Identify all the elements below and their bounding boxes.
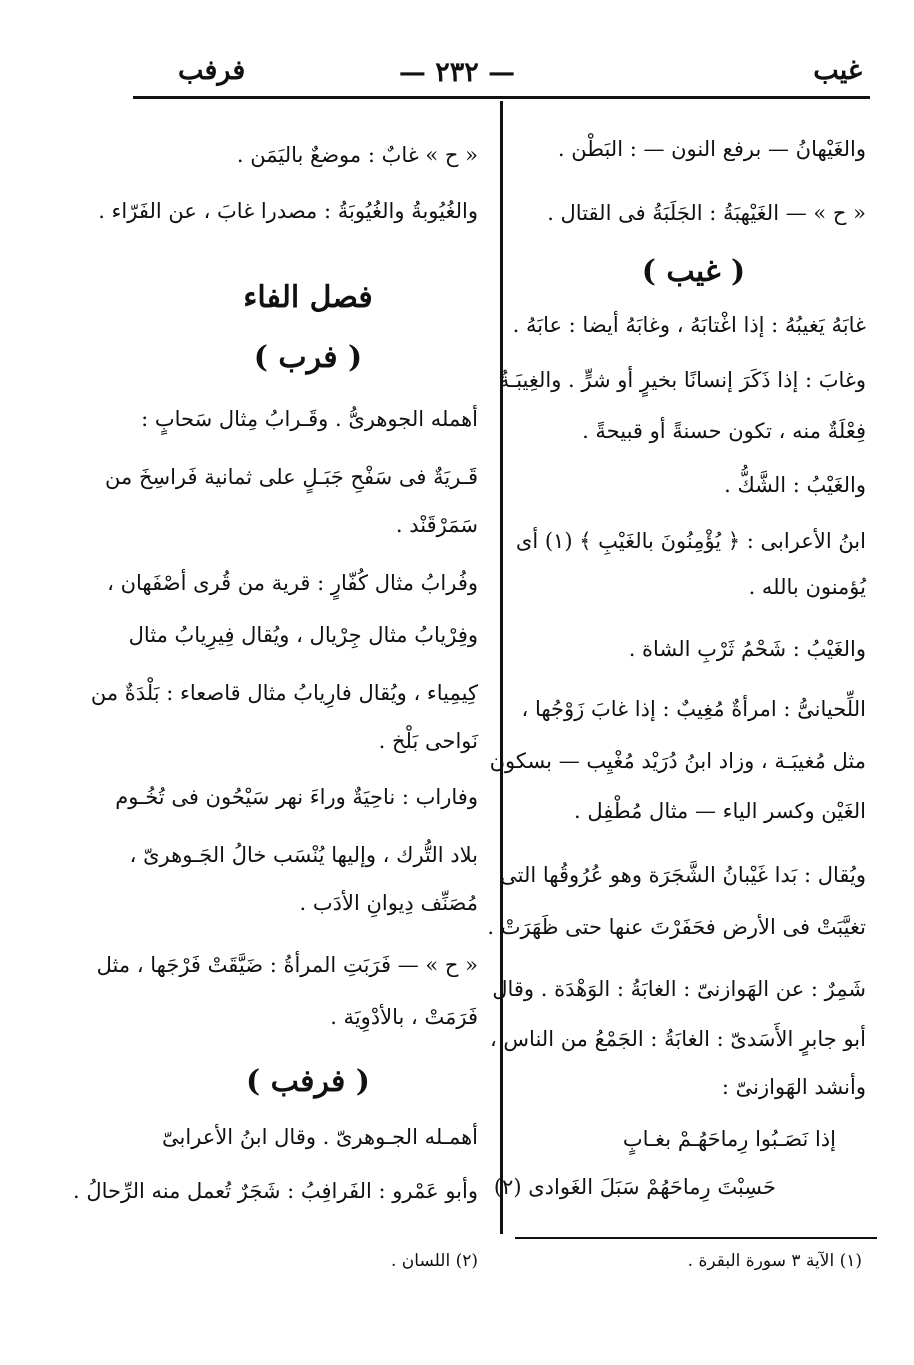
column-divider — [500, 101, 503, 1234]
text-line: وفُرابُ مثال كُفّارٍ : قرية من قُرى أصْفَهان ، — [107, 571, 478, 595]
text-line: « ح » — فَرَبَتِ المرأةُ : ضَيَّقَتْ فَرْجَها ، مثل — [96, 953, 478, 977]
text-line: نَواحى بَلْخ . — [378, 729, 478, 753]
text-line: مُصَنِّف دِيوانِ الأدَب . — [299, 891, 478, 915]
text-line: أهمـله الجـوهرىّ . وقال ابنُ الأعرابىّ — [162, 1125, 478, 1149]
text-line: والغَيْبُ : الشَّكُّ . — [724, 473, 866, 497]
text-line: كِيمِياء ، ويُقال فارِيابُ مثال قاصعاء : بَلْدَةٌ من — [90, 681, 478, 705]
header-entry-left: فرفب — [178, 55, 246, 86]
text-line: « ح » غابٌ : موضعٌ باليَمَن . — [236, 143, 478, 167]
footnote-1: (١) الآية ٣ سورة البقرة . — [687, 1251, 862, 1271]
text-line: بلاد التُّرك ، وإليها يُنْسَب خالُ الجَـوهرىّ ، — [129, 843, 478, 867]
entry-heading: ( غيب ) — [641, 254, 746, 289]
text-line: وفِرْيابُ مثال جِرْيال ، ويُقال فِيرِيابُ مثال — [128, 623, 478, 647]
text-line: وأبو عَمْرو : الفَرافِبُ : شَجَرٌ تُعمل منه الرِّحالُ . — [73, 1179, 478, 1203]
header-rule — [133, 96, 870, 99]
page-number: — ٢٣٢ — — [398, 57, 516, 88]
text-line: أهمله الجوهرىُّ . وقَـرابُ مِثال سَحابٍ : — [141, 407, 478, 431]
text-line: فِعْلَةٌ منه ، تكون حسنةً أو قبيحةً . — [582, 419, 866, 443]
text-line: وفاراب : ناحِيَةٌ وراءَ نهر سَيْحُون فى تُخُـوم — [115, 785, 478, 809]
text-line: يُؤمنون بالله . — [748, 575, 866, 599]
footnote-2: (٢) اللسان . — [391, 1251, 478, 1271]
text-line: وأنشد الهَوازنىّ : — [721, 1075, 866, 1099]
text-line: قَـريَةٌ فى سَفْحِ جَبَـلٍ على ثمانية فَراسِخَ من — [105, 465, 478, 489]
text-line: ابنُ الأعرابى : ﴿ يُؤْمِنُونَ بالغَيْبِ ﴾ (١) أى — [515, 529, 866, 553]
section-heading: فصل الفاء — [243, 280, 373, 315]
header-entry-right: غيب — [813, 55, 862, 86]
text-line: غابَهُ يَغيبُهُ : إذا اغْتابَهُ ، وغابَهُ أيضا : عابَهُ . — [512, 313, 866, 337]
text-line: « ح » — الغَيْهبَةُ : الجَلَبَةُ فى القتال . — [547, 201, 866, 225]
text-line: وغابَ : إذا ذَكَرَ إنسانًا بخيرٍ أو شرٍّ . والغِيبَـةُ — [498, 368, 866, 392]
text-line: مثل مُغيبَـة ، وزاد ابنُ دُرَيْد مُغْيِب — بسكون — [489, 749, 866, 773]
text-line: فَرَمَتْ ، بالأدْوِيَة . — [330, 1005, 478, 1029]
footnote-rule — [515, 1237, 877, 1239]
text-line: الغَيْن وكسر الياء — مثال مُطْفِل . — [574, 799, 866, 823]
text-line: والغُيُوبةُ والغُيُوبَةُ : مصدرا غابَ ، عن الفَرّاء . — [98, 199, 478, 223]
text-line: والغَيْهانُ — برفع النون — : البَطْن . — [557, 137, 866, 161]
text-line: اللِّحيانىُّ : امرأةٌ مُغِيبٌ : إذا غابَ زَوْجُها ، — [521, 697, 866, 721]
text-line: ويُقال : بَدا غَيْبانُ الشَّجَرَة وهو عُرُوقُها التى — [500, 863, 866, 887]
poem-line: إذا نَصَـبُوا رِماحَهُـمْ بغـابٍ — [622, 1127, 836, 1151]
entry-heading: ( فرفب ) — [246, 1064, 370, 1099]
text-line: أبو جابرٍ الأَسَدىّ : الغابَةُ : الجَمْعُ من الناس ، — [489, 1027, 866, 1051]
entry-heading: ( فرب ) — [253, 340, 363, 375]
poem-line: حَسِبْتَ رِماحَهُمْ سَبَلَ الغَوادى (٢) — [493, 1175, 776, 1199]
text-line: شَمِرٌ : عن الهَوازنىّ : الغابَةُ : الوَهْدَة . وقال — [492, 977, 866, 1001]
text-line: تغيَّبَتْ فى الأرض فحَفَرْتَ عنها حتى ظَهَرَتْ . — [487, 915, 866, 939]
text-line: سَمَرْقَنْد . — [395, 513, 478, 537]
text-line: والغَيْبُ : شَحْمُ ثَرْبِ الشاة . — [628, 637, 866, 661]
